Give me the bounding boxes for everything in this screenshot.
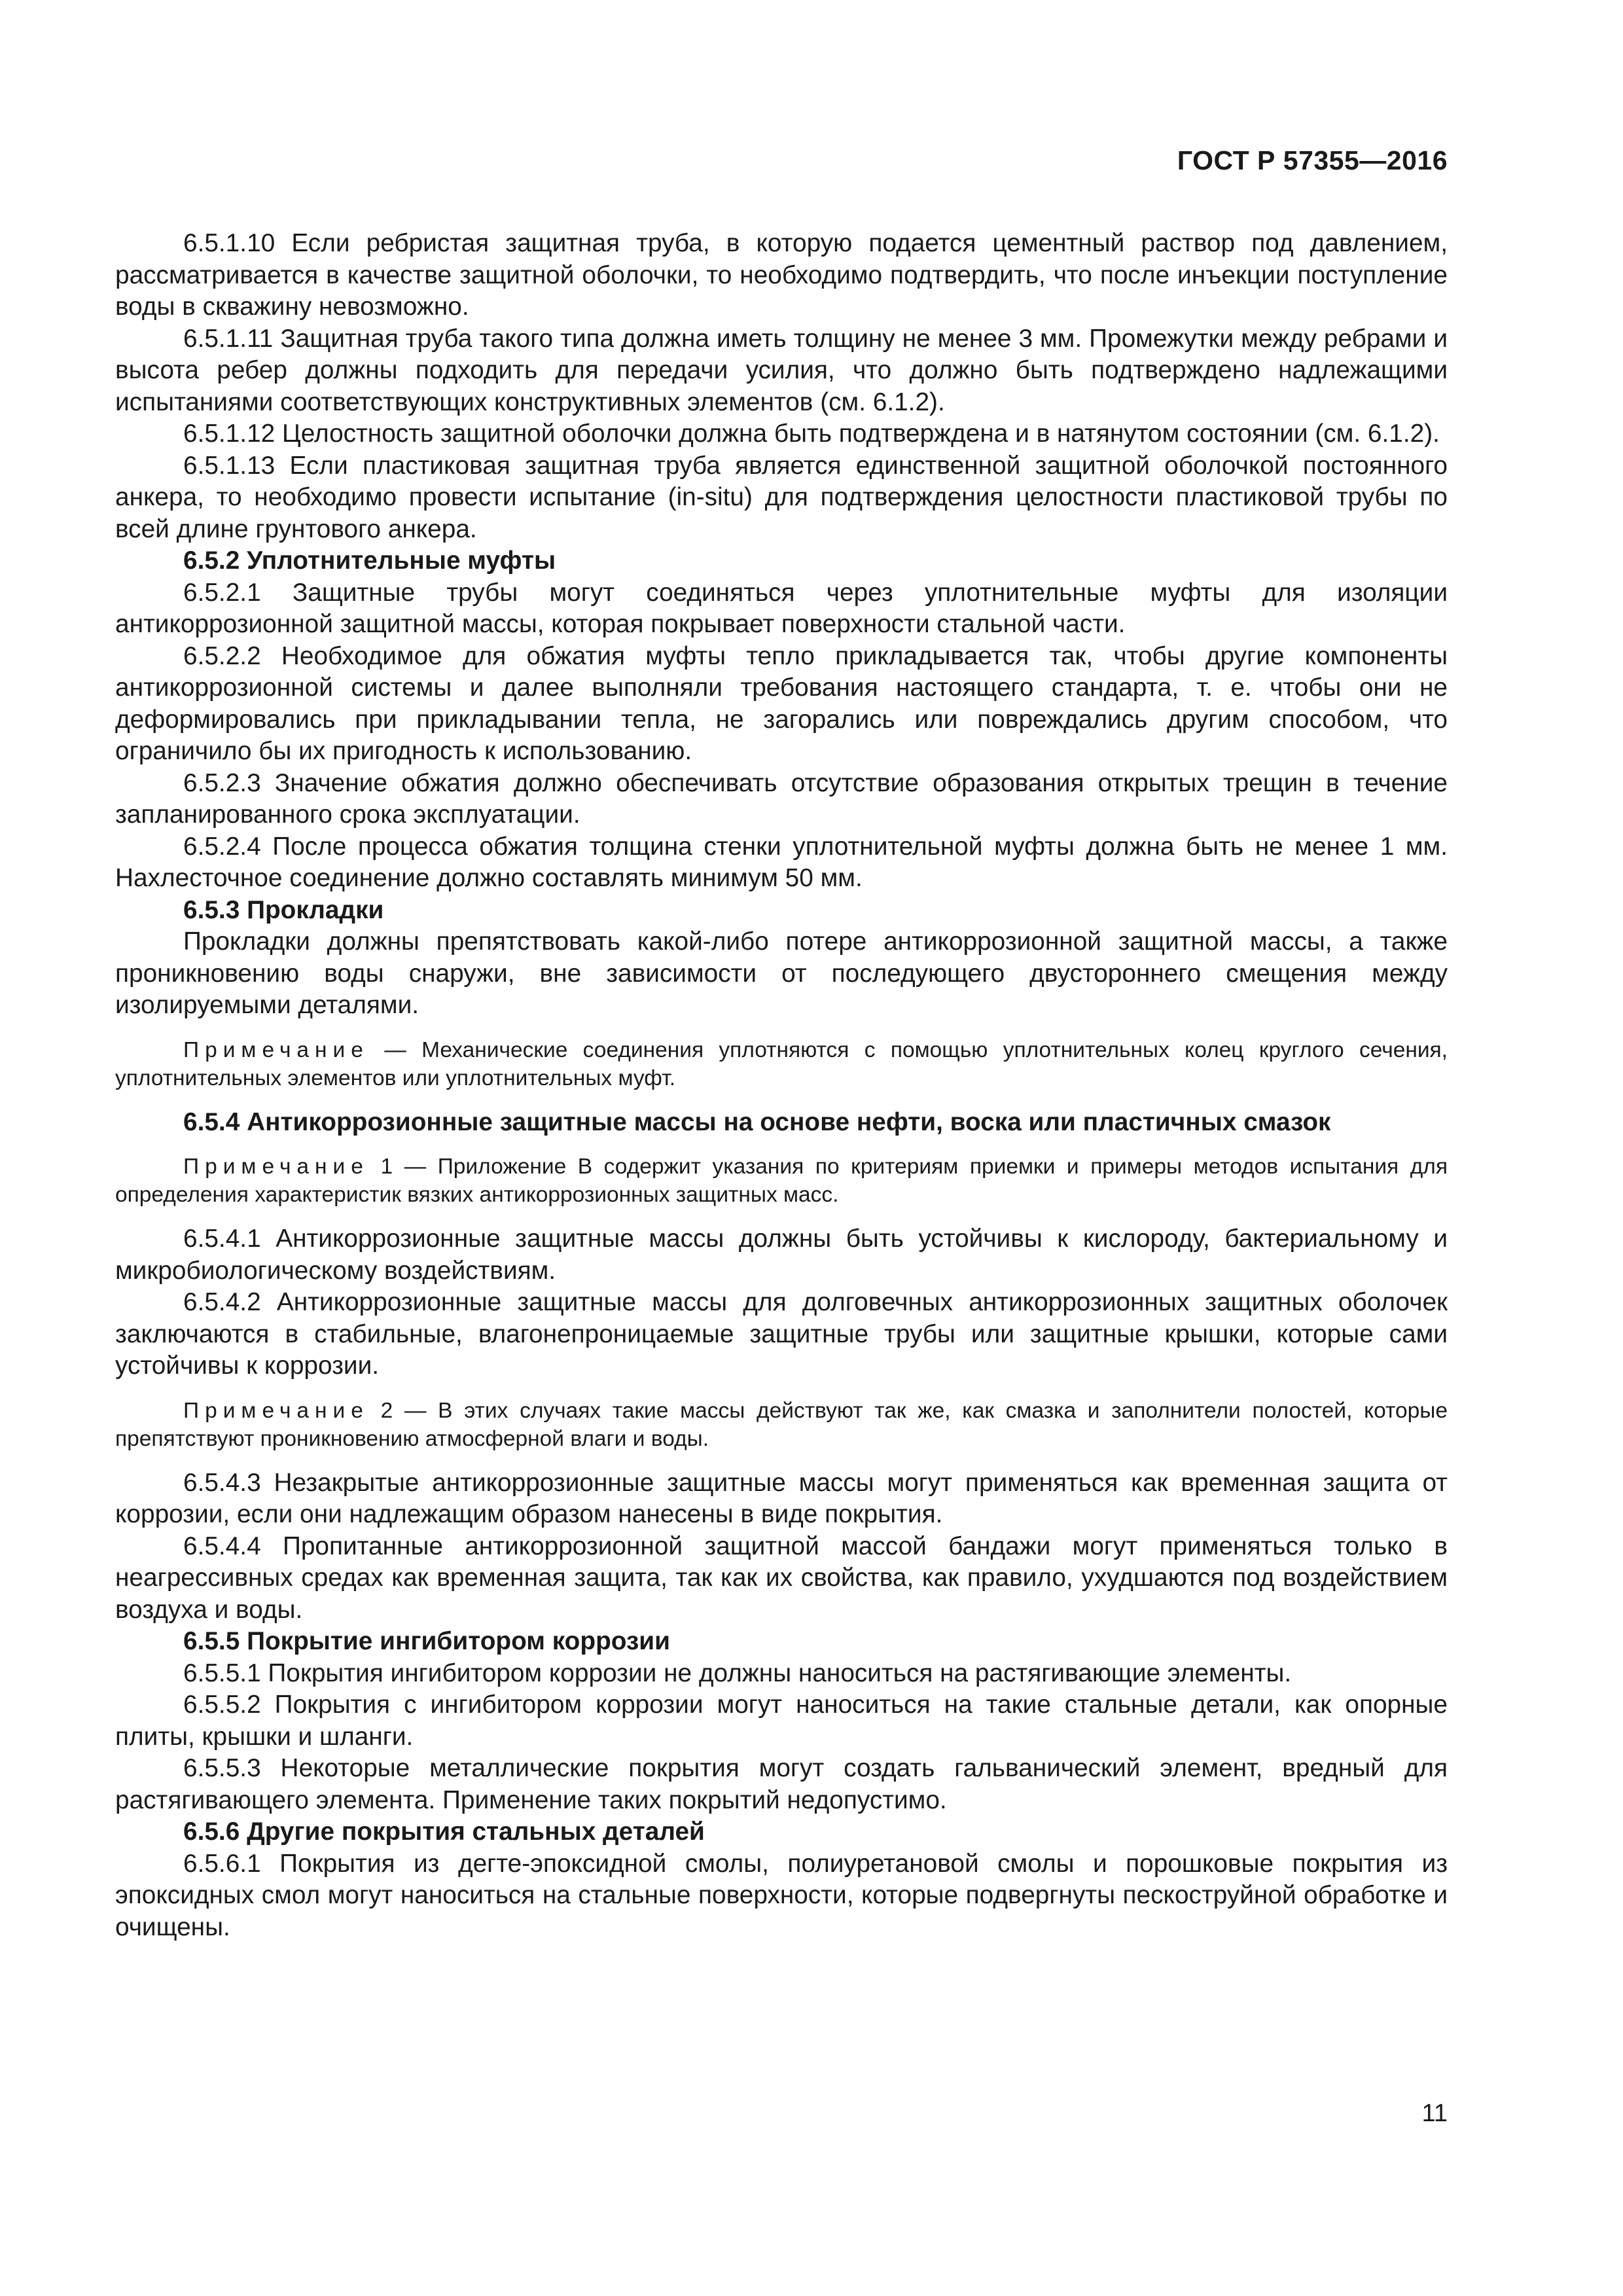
paragraph-6-5-1-11: 6.5.1.11 Защитная труба такого типа должна иметь толщину не менее 3 мм. Промежутки между ребрами и высота ребер должны подходить для передачи усилия, что должно быть подтверждено надлежащими испытаниями соответствующих конструктивных элементов (см. 6.1.2). — [115, 324, 1448, 416]
note-label: Примечание — [183, 1398, 369, 1423]
note-text: 1 — Приложение В содержит указания по критериям приемки и примеры методов испытания для определения характеристик вязких антикоррозионных защитных масс. — [115, 1155, 1448, 1207]
paragraph-6-5-4-1: 6.5.4.1 Антикоррозионные защитные массы должны быть устойчивы к кислороду, бактериальному и микробиологическому воздействиям. — [115, 1225, 1448, 1285]
section-heading-6-5-6: 6.5.6 Другие покрытия стальных деталей — [183, 1818, 705, 1846]
paragraph-6-5-1-12: 6.5.1.12 Целостность защитной оболочки должна быть подтверждена и в натянутом состоянии (см. 6.1.2). — [183, 420, 1440, 448]
page-number: 11 — [1421, 2100, 1448, 2127]
paragraph-6-5-2-3: 6.5.2.3 Значение обжатия должно обеспечивать отсутствие образования открытых трещин в течение запланированного срока эксплуатации. — [115, 768, 1448, 829]
section-heading-6-5-5: 6.5.5 Покрытие ингибитором коррозии — [183, 1627, 670, 1655]
paragraph-gaskets: Прокладки должны препятствовать какой-либо потере антикоррозионной защитной массы, а также проникновению воды снаружи, вне зависимости от последующего двустороннего смещения между изолируемыми деталями. — [115, 927, 1448, 1019]
document-body — [115, 228, 1448, 1943]
paragraph-6-5-2-1: 6.5.2.1 Защитные трубы могут соединяться через уплотнительные муфты для изоляции антикоррозионной защитной массы, которая покрывает поверхности стальной части. — [115, 578, 1448, 638]
paragraph-6-5-5-1: 6.5.5.1 Покрытия ингибитором коррозии не должны наноситься на растягивающие элементы. — [183, 1659, 1292, 1687]
section-heading-6-5-4: 6.5.4 Антикоррозионные защитные массы на основе нефти, воска или пластичных смазок — [183, 1107, 1331, 1136]
note-2 — [115, 1397, 1448, 1453]
note-mechanical-joints — [115, 1036, 1448, 1092]
paragraph-6-5-6-1: 6.5.6.1 Покрытия из дегте-эпоксидной смолы, полиуретановой смолы и порошковые покрытия из эпоксидных смол могут наноситься на стальные поверхности, которые подвергнуты пескоструйной обработке и очищены. — [115, 1849, 1448, 1941]
section-heading-6-5-2: 6.5.2 Уплотнительные муфты — [183, 547, 556, 575]
paragraph-6-5-1-13: 6.5.1.13 Если пластиковая защитная труба является единственной защитной оболочкой постоянного анкера, то необходимо провести испытание (in-situ) для подтверждения целостности пластиковой трубы по всей длине грунтового анкера. — [115, 451, 1448, 543]
paragraph-6-5-5-3: 6.5.5.3 Некоторые металлические покрытия могут создать гальванический элемент, вредный для растягивающего элемента. Применение таких покрытий недопустимо. — [115, 1754, 1448, 1814]
paragraph-6-5-1-10: 6.5.1.10 Если ребристая защитная труба, в которую подается цементный раствор под давлением, рассматривается в качестве защитной оболочки, то необходимо подтвердить, что после инъекции поступление воды в скважину невозможно. — [115, 229, 1448, 321]
paragraph-6-5-5-2: 6.5.5.2 Покрытия с ингибитором коррозии могут наноситься на такие стальные детали, как опорные плиты, крышки и шланги. — [115, 1691, 1448, 1751]
note-text: — Механические соединения уплотняются с помощью уплотнительных колец круглого сечения, уплотнительных элементов или уплотнительных муфт. — [115, 1037, 1448, 1090]
paragraph-6-5-2-4: 6.5.2.4 После процесса обжатия толщина стенки уплотнительной муфты должна быть не менее 1 мм. Нахлесточное соединение должно составлять минимум 50 мм. — [115, 832, 1448, 892]
paragraph-6-5-2-2: 6.5.2.2 Необходимое для обжатия муфты тепло прикладывается так, чтобы другие компоненты антикоррозионной системы и далее выполняли требования настоящего стандарта, т. е. чтобы они не деформировались при прикладывании тепла, не загорались или повреждались другим способом, что ограничило бы их пригодность к использованию. — [115, 641, 1448, 765]
paragraph-6-5-4-3: 6.5.4.3 Незакрытые антикоррозионные защитные массы могут применяться как временная защита от коррозии, если они надлежащим образом нанесены в виде покрытия. — [115, 1468, 1448, 1528]
note-1 — [115, 1153, 1448, 1209]
section-heading-6-5-3: 6.5.3 Прокладки — [183, 895, 384, 924]
note-label: Примечание — [183, 1037, 369, 1062]
document-header: ГОСТ Р 57355—2016 — [1177, 145, 1448, 175]
note-text: 2 — В этих случаях такие массы действуют так же, как смазка и заполнители полостей, которые препятствуют проникновению атмосферной влаги и воды. — [115, 1398, 1448, 1451]
paragraph-6-5-4-2: 6.5.4.2 Антикоррозионные защитные массы для долговечных антикоррозионных защитных оболочек заключаются в стабильные, влагонепроницаемые защитные трубы или защитные крышки, которые сами устойчивы к коррозии. — [115, 1288, 1448, 1380]
paragraph-6-5-4-4: 6.5.4.4 Пропитанные антикоррозионной защитной массой бандажи могут применяться только в неагрессивных средах как временная защита, так как их свойства, как правило, ухудшаются под воздействием воздуха и воды. — [115, 1532, 1448, 1624]
note-label: Примечание — [183, 1155, 369, 1179]
